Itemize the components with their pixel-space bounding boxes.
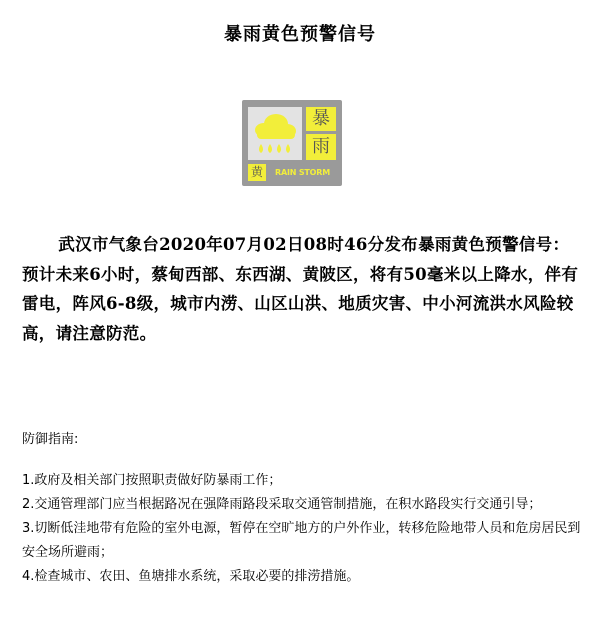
page-title: 暴雨黄色预警信号: [224, 24, 376, 45]
sign-label: RAIN STORM: [269, 164, 336, 181]
rainstorm-yellow-warning-sign: [242, 100, 342, 186]
sign-char-top: 暴: [306, 107, 336, 131]
defense-guide-list: [22, 469, 582, 589]
announcement-paragraph: 武汉市气象台2020年07月02日08时46分发布暴雨黄色预警信号：预计未来6小时，蔡甸西部、东西湖、黄陂区，将有50毫米以上降水，伴有雷电，阵风6-8级，城市内涝、山区山洪、地质灾害、中小河流洪水风险较高，请注意防范。: [22, 235, 579, 343]
list-item: 3.切断低洼地带有危险的室外电源，暂停在空旷地方的户外作业，转移危险地带人员和危房居民到安全场所避雨；: [22, 521, 581, 560]
list-item: 2.交通管理部门应当根据路况在强降雨路段采取交通管制措施，在积水路段实行交通引导；: [22, 497, 542, 512]
sign-level-badge: 黄: [248, 164, 266, 181]
list-item: 1.政府及相关部门按照职责做好防暴雨工作；: [22, 473, 282, 488]
sign-char-mid: 雨: [306, 134, 336, 160]
list-item: 4.检查城市、农田、鱼塘排水系统，采取必要的排涝措施。: [22, 569, 360, 584]
defense-guide-heading: 防御指南:: [22, 432, 79, 447]
